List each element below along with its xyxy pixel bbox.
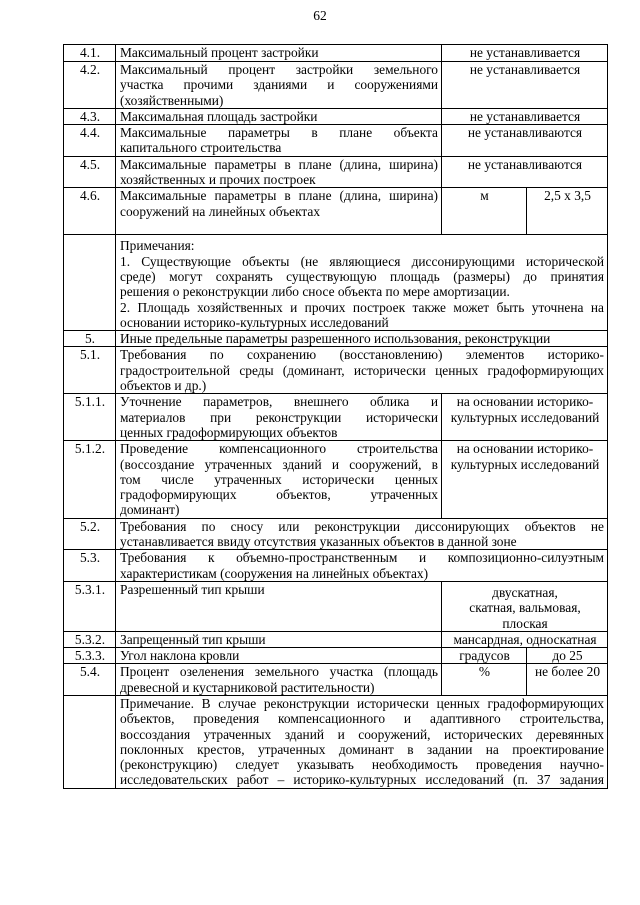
row-value	[442, 441, 608, 518]
table-row	[64, 347, 608, 394]
row-value: не устанавливаются	[442, 125, 608, 157]
note-line: исследовательских работ – историко-культурных исследований (п. 37 задания	[120, 772, 604, 788]
row-text-line: хозяйственных и прочих построек	[120, 172, 316, 188]
row-number: 4.2.	[64, 62, 116, 109]
table-row	[64, 664, 608, 696]
row-text: Запрещенный тип крыши	[116, 631, 442, 647]
row-unit: м	[442, 188, 527, 235]
table-row	[64, 518, 608, 550]
row-text-line: капитального строительства	[120, 140, 282, 156]
row-number: 5.3.3.	[64, 648, 116, 664]
row-value: не более 20	[527, 664, 608, 696]
regulations-table	[63, 44, 608, 789]
row-text	[116, 188, 442, 235]
row-text-line: ценных градоформирующих объектов	[120, 424, 338, 440]
row-text-line: Процент озеленения земельного участка (площадь	[120, 664, 438, 680]
table-row	[64, 648, 608, 664]
note-line: 2. Площадь хозяйственных и прочих построек также может быть уточнена на	[120, 299, 604, 315]
row-text-line: участка прочими зданиями и сооружениями	[120, 77, 438, 93]
row-text-line: Уточнение параметров, внешнего облика и	[120, 394, 438, 410]
note-line: объектов, проведения компенсационного и адаптивного строительства,	[120, 711, 604, 727]
row-unit: %	[442, 664, 527, 696]
row-text-line: Требования по сносу или реконструкции диссонирующих объектов не	[120, 518, 604, 534]
row-value-line: плоская	[502, 615, 548, 631]
note-line: среде) могут сохранять существующую площадь (размеры) до принятия	[120, 268, 604, 284]
row-value: не устанавливается	[442, 45, 608, 62]
page-number: 62	[313, 8, 327, 23]
row-text	[116, 62, 442, 109]
row-text-line: характеристикам (сооружения на линейных объектах)	[120, 565, 429, 581]
row-value-line: на основании историко-	[456, 394, 594, 410]
row-text	[116, 394, 442, 441]
note-line: решения о реконструкции либо сносе объекта по мере амортизации.	[120, 284, 510, 300]
note-line: Примечания:	[120, 238, 195, 254]
row-text	[116, 347, 608, 394]
row-text-line: Максимальные параметры в плане (длина, ширина)	[120, 188, 438, 204]
table-row	[64, 156, 608, 188]
table-row	[64, 394, 608, 441]
row-text-line: материалов при реконструкции исторически	[120, 409, 438, 425]
row-text-line: (хозяйственными)	[120, 92, 224, 108]
row-text: Максимальный процент застройки	[116, 45, 442, 62]
notes-cell	[116, 235, 608, 331]
row-text-line: Требования по сохранению (восстановлению) элементов историко-	[120, 347, 604, 363]
table-row	[64, 125, 608, 157]
note-line: Примечание. В случае реконструкции исторически ценных градоформирующих	[120, 695, 604, 711]
row-text	[116, 664, 442, 696]
row-text-line: Максимальные параметры в плане объекта	[120, 125, 438, 141]
row-number: 5.3.	[64, 550, 116, 582]
row-text	[116, 550, 608, 582]
row-number: 4.4.	[64, 125, 116, 157]
row-value: до 25	[527, 648, 608, 664]
row-number: 4.1.	[64, 45, 116, 62]
row-value-line: культурных исследований	[450, 456, 600, 472]
row-number: 5.3.1.	[64, 581, 116, 631]
table-row	[64, 188, 608, 235]
table-row	[64, 235, 608, 331]
row-text-line: градоформирующих объектов, утраченных	[120, 487, 438, 503]
row-number: 5.	[64, 331, 116, 347]
row-value: 2,5 х 3,5	[527, 188, 608, 235]
table-row	[64, 441, 608, 518]
row-number: 4.5.	[64, 156, 116, 188]
row-text-line: сооружений на линейных объектах	[120, 203, 321, 219]
notes-cell	[116, 695, 608, 788]
table-row	[64, 45, 608, 62]
row-text-line: устанавливается ввиду отсутствия указанных объектов в данной зоне	[120, 534, 517, 550]
row-value-line: скатная, вальмовая,	[469, 600, 581, 616]
row-number: 4.6.	[64, 188, 116, 235]
row-text-line: том числе утраченных исторически ценных	[120, 471, 438, 487]
row-value: мансардная, односкатная	[442, 631, 608, 647]
row-value-line: культурных исследований	[450, 409, 600, 425]
note-line: поклонных крестов, утраченных доминант в задании на проектирование	[120, 741, 604, 757]
row-text	[116, 156, 442, 188]
row-text-line: Требования к объемно-пространственным и композиционно-силуэтным	[120, 550, 604, 566]
row-text: Разрешенный тип крыши	[116, 581, 442, 631]
row-text-line: доминант)	[120, 502, 180, 518]
row-number: 5.1.2.	[64, 441, 116, 518]
row-value-line: на основании историко-	[456, 441, 594, 457]
empty-cell	[64, 695, 116, 788]
row-number: 4.3.	[64, 108, 116, 124]
row-unit: градусов	[442, 648, 527, 664]
row-value: не устанавливаются	[442, 156, 608, 188]
row-number: 5.3.2.	[64, 631, 116, 647]
row-text-line: объектов и др.)	[120, 378, 207, 394]
row-text: Угол наклона кровли	[116, 648, 442, 664]
row-text-line: Максимальные параметры в плане (длина, ширина)	[120, 156, 438, 172]
empty-cell	[64, 235, 116, 331]
row-text-line: Проведение компенсационного строительства	[120, 441, 438, 457]
row-text: Максимальная площадь застройки	[116, 108, 442, 124]
table-row	[64, 581, 608, 631]
row-text-line: градостроительной среды (доминант, исторически ценных градоформирующих	[120, 362, 604, 378]
table-row	[64, 62, 608, 109]
row-text	[116, 518, 608, 550]
row-value: не устанавливается	[442, 108, 608, 124]
note-line: воссоздания утраченных зданий и сооружений, исторических деревянных	[120, 726, 604, 742]
row-number: 5.1.	[64, 347, 116, 394]
row-text	[116, 441, 442, 518]
row-text-line: (воссоздание утраченных зданий и сооружений, в	[120, 456, 438, 472]
row-number: 5.1.1.	[64, 394, 116, 441]
row-value-line: двускатная,	[492, 584, 558, 600]
table-row	[64, 108, 608, 124]
row-number: 5.4.	[64, 664, 116, 696]
note-line: основании историко-культурных исследований	[120, 314, 389, 330]
row-text-line: Максимальный процент застройки земельного	[120, 62, 438, 77]
row-value	[442, 581, 608, 631]
row-value	[442, 394, 608, 441]
row-text-line: древесной и кустарниковой растительности)	[120, 679, 375, 695]
row-text	[116, 125, 442, 157]
row-text: Иные предельные параметры разрешенного использования, реконструкции	[116, 331, 608, 347]
row-value: не устанавливается	[442, 62, 608, 109]
row-number: 5.2.	[64, 518, 116, 550]
note-line: (реконструкцию) следует указывать необходимость проведения научно-	[120, 757, 604, 773]
table-row	[64, 631, 608, 647]
table-row	[64, 331, 608, 347]
note-line: 1. Существующие объекты (не являющиеся диссонирующими исторической	[120, 253, 604, 269]
table-row	[64, 550, 608, 582]
table-row	[64, 695, 608, 788]
